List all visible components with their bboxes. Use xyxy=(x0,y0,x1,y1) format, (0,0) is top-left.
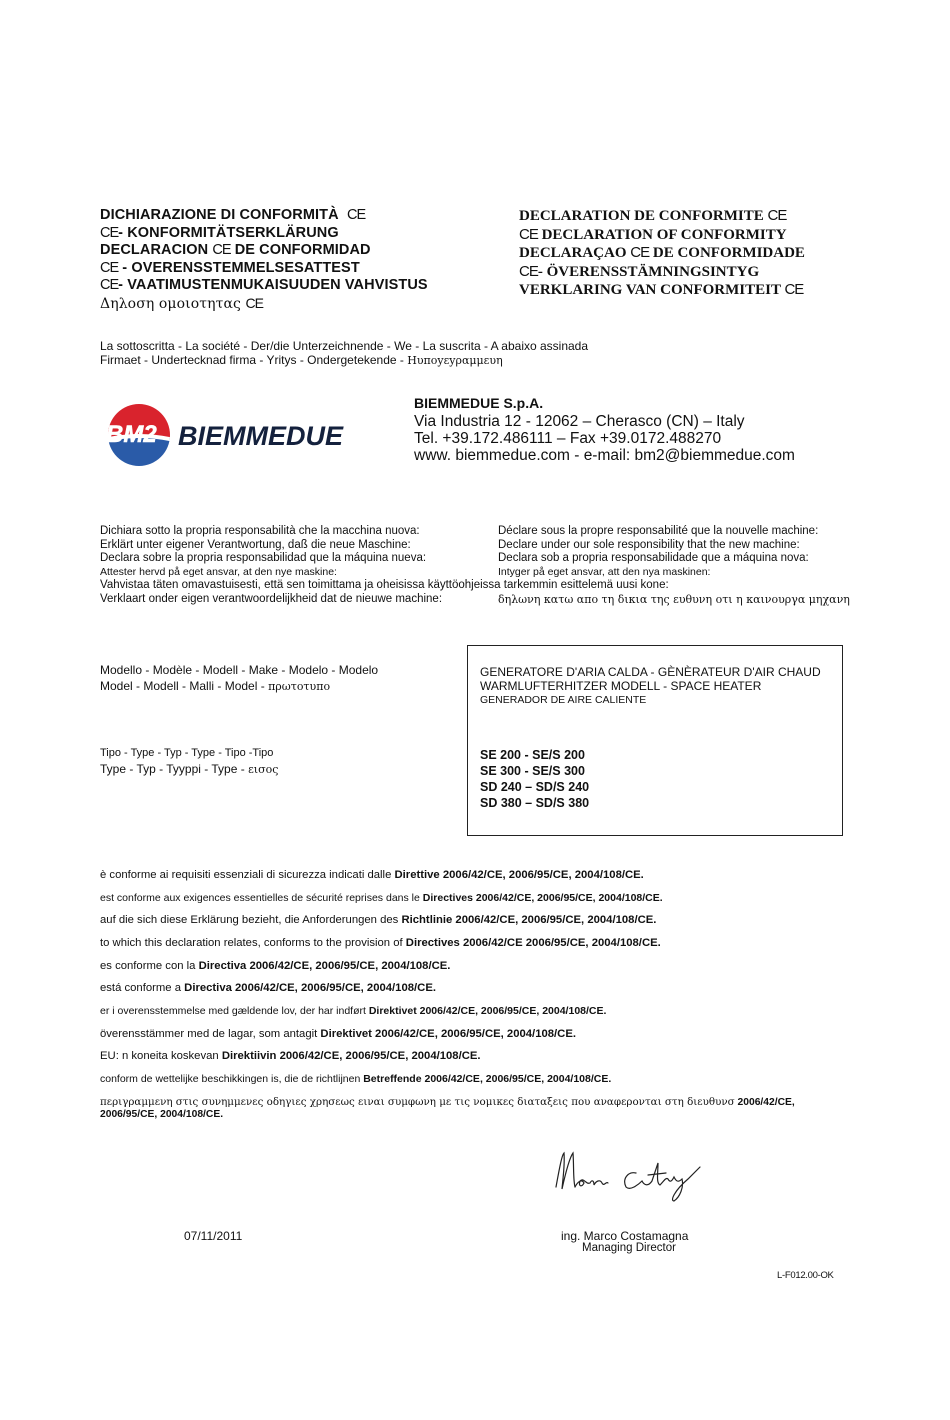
type-label xyxy=(100,745,278,778)
signatory-role: Managing Director xyxy=(582,1242,676,1254)
type-label-line-1: Tipo - Type - Typ - Type - Tipo -Tipo xyxy=(100,747,274,759)
company-logo xyxy=(104,402,369,468)
conformity-it: è conforme ai requisiti essenziali di sicurezza indicati dalle Direttive 2006/42/CE, 2006/95/CE, 2004/108/CE. xyxy=(100,869,644,881)
company-web: www. biemmedue.com - e-mail: bm2@biemmedue.com xyxy=(414,447,795,464)
declare-es: Declara sobre la propria responsabilidad que la máquina nueva: xyxy=(100,552,427,565)
declare-sv: Intyger på eget ansvar, att den nya maskinen: xyxy=(498,565,711,578)
model-label-line-2: Model - Modell - Malli - Model - πρωτοτυπο xyxy=(100,679,331,693)
conformity-fi: EU: n koneita koskevan Direktiivin 2006/42/CE, 2006/95/CE, 2004/108/CE. xyxy=(100,1050,481,1062)
type-item: SE 300 - SE/S 300 xyxy=(480,764,585,778)
conformity-pt: está conforme a Directiva 2006/42/CE, 2006/95/CE, 2004/108/CE. xyxy=(100,982,436,994)
logo-wordmark: BIEMMEDUE xyxy=(178,421,344,451)
conformity-fr: est conforme aux exigences essentielles de sécurité reprises dans le Directives 2006/42/CE, 2006/95/CE, 2004/108/CE. xyxy=(100,892,663,904)
title-fi: CE- VAATIMUSTENMUKAISUUDEN VAHVISTUS xyxy=(100,277,428,293)
header-titles-left xyxy=(100,207,428,313)
conformity-de: auf die sich diese Erklärung bezieht, die Anforderungen des Richtlinie 2006/42/CE, 2006/95/CE, 2004/108/CE. xyxy=(100,914,657,926)
type-label-line-2: Type - Typ - Tyyppi - Type - εισος xyxy=(100,762,279,776)
header-titles-right xyxy=(519,207,805,300)
model-line-2: WARMLUFTERHITZER MODELL - SPACE HEATER xyxy=(480,679,762,693)
title-da: CE - OVERENSSTEMMELSESATTEST xyxy=(100,259,360,276)
declarations-right xyxy=(498,525,850,607)
model-line-1: GENERATORE D'ARIA CALDA - GÈNÈRATEUR D'AIR CHAUD xyxy=(480,665,821,679)
declare-nl: Verklaart onder eigen verantwoordelijkheid dat de nieuwe machine: xyxy=(100,592,443,605)
declaration-date: 07/11/2011 xyxy=(184,1229,243,1243)
title-de: CE- KONFORMITÄTSERKLÄRUNG xyxy=(100,224,339,241)
declare-fi: Vahvistaa täten omavastuisesti, että sen toimittama ja oheisissa käyttöohjeissa tarkemmin esittelemä uusi kone: xyxy=(100,579,669,592)
signature-graphic xyxy=(548,1145,708,1205)
handwritten-signature xyxy=(548,1145,708,1205)
document-code: L-F012.00-OK xyxy=(777,1270,834,1281)
model-label xyxy=(100,662,378,695)
declare-en: Declare under our sole responsibility that the new machine: xyxy=(498,538,800,551)
declare-it: Dichiara sotto la propria responsabilità che la macchina nuova: xyxy=(100,525,420,537)
title-it: DICHIARAZIONE DI CONFORMITÀ CE xyxy=(100,207,366,223)
company-name: BIEMMEDUE S.p.A. xyxy=(414,395,544,411)
type-item: SD 240 – SD/S 240 xyxy=(480,780,590,794)
type-item: SE 200 - SE/S 200 xyxy=(480,748,585,762)
title-es: DECLARACION CE DE CONFORMIDAD xyxy=(100,242,371,258)
title-nl: VERKLARING VAN CONFORMITEIT CE xyxy=(519,281,804,298)
company-info xyxy=(414,395,795,464)
conformity-en: to which this declaration relates, conforms to the provision of Directives 2006/42/CE 2006/95/CE, 2004/108/CE. xyxy=(100,937,661,949)
model-line-3: GENERADOR DE AIRE CALIENTE xyxy=(480,694,647,706)
signatory-name: ing. Marco Costamagna xyxy=(561,1229,689,1243)
model-box xyxy=(467,645,843,836)
type-item: SD 380 – SD/S 380 xyxy=(480,796,590,810)
conformity-nl: conform de wettelijke beschikkingen is, die de richtlijnen Betreffende 2006/42/CE, 2006/95/CE, 2004/108/CE. xyxy=(100,1073,612,1085)
declare-el: δηλωνη κατω απο τη δικια της ευθυνη οτι η καινουργα μηχανη xyxy=(498,593,850,607)
conformity-da: er i overensstemmelse med gældende lov, der har indført Direktivet 2006/42/CE, 2006/95/CE, 2004/108/CE. xyxy=(100,1005,607,1017)
title-fr: DECLARATION DE CONFORMITE CE xyxy=(519,207,787,224)
undersigned-line-2: Firmaet - Undertecknad firma - Yritys - Ondergetekende - Ηυποyεyραμμευη xyxy=(100,353,503,367)
company-phone: Tel. +39.172.486111 – Fax +39.0172.488270 xyxy=(414,430,722,447)
conformity-el: περιγραμμενη στις συνημμενες οδηγιες χρησεως ειναι συμφωνη με τις νομικες διαταξεις που αναφερονται στη διευθυνσ 2006/42/CE, 2006/95/CE, 2004/108/CE. xyxy=(100,1096,795,1120)
undersigned-line-1: La sottoscritta - La société - Der/die Unterzeichnende - We - La suscrita - A abaixo assinada xyxy=(100,339,589,353)
company-address: Via Industria 12 - 12062 – Cherasco (CN) – Italy xyxy=(414,413,745,430)
title-pt: DECLARAÇAO CE DE CONFORMIDADE xyxy=(519,244,805,261)
declare-de: Erklärt unter eigener Verantwortung, daß die neue Maschine: xyxy=(100,538,411,551)
model-label-line-1: Modello - Modèle - Modell - Make - Modelo - Modelo xyxy=(100,663,379,677)
title-sv: CE- ÖVERENSSTÄMNINGSINTYG xyxy=(519,262,760,280)
title-en: CE DECLARATION OF CONFORMITY xyxy=(519,225,787,243)
declare-fr: Déclare sous la propre responsabilité que la nouvelle machine: xyxy=(498,525,819,537)
conformity-sv: överensstämmer med de lagar, som antagit Direktivet 2006/42/CE, 2006/95/CE, 2004/108/CE. xyxy=(100,1028,577,1040)
logo-badge-text: BM2 xyxy=(106,421,157,448)
title-el: Δηλοση ομοιοτητας CE xyxy=(100,294,263,312)
conformity-es: es conforme con la Directiva 2006/42/CE, 2006/95/CE, 2004/108/CE. xyxy=(100,960,451,972)
declare-da: Attester hervd på eget ansvar, at den nye maskine: xyxy=(100,565,337,578)
declare-pt: Declara sob a propria responsabilidade que a máquina nova: xyxy=(498,552,809,565)
logo-graphic xyxy=(104,402,369,468)
